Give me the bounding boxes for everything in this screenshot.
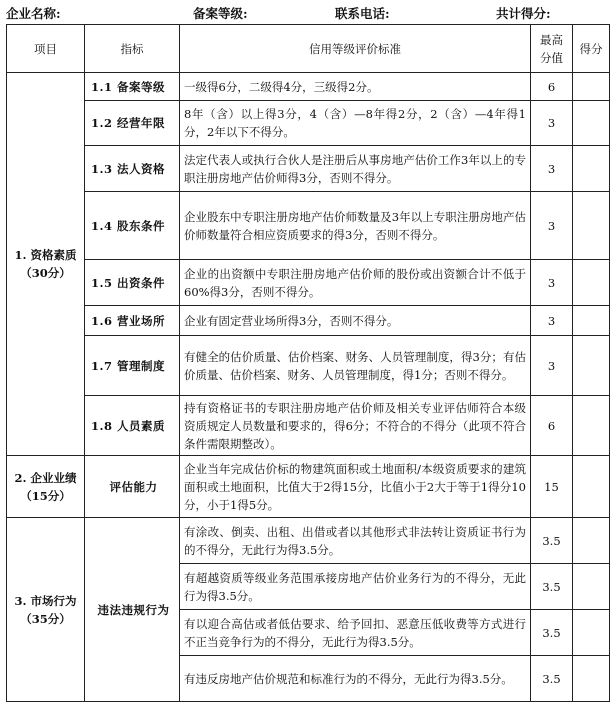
indicator-cell: 评估能力 bbox=[85, 456, 180, 518]
max-score-cell: 6 bbox=[531, 396, 573, 456]
max-score-cell: 3.5 bbox=[531, 656, 573, 702]
form-header bbox=[0, 0, 613, 24]
table-row bbox=[7, 518, 610, 564]
score-input-cell[interactable] bbox=[573, 192, 610, 260]
table-row bbox=[7, 101, 610, 146]
table-row bbox=[7, 456, 610, 518]
table-header-row bbox=[7, 25, 610, 73]
credit-rating-table bbox=[6, 24, 610, 702]
max-score-cell: 15 bbox=[531, 456, 573, 518]
score-input-cell[interactable] bbox=[573, 656, 610, 702]
indicator-cell: 违法违规行为 bbox=[85, 518, 180, 702]
column-header-project: 项目 bbox=[7, 25, 85, 73]
score-input-cell[interactable] bbox=[573, 260, 610, 306]
table-row bbox=[7, 73, 610, 101]
criteria-cell: 企业当年完成估价标的物建筑面积或土地面积/本级资质要求的建筑面积或土地面积，比值大于2得15分，比值小于2大于等于1得分10分，小于1得5分。 bbox=[180, 456, 531, 518]
indicator-cell: 1.8 人员素质 bbox=[85, 396, 180, 456]
max-score-cell: 3 bbox=[531, 146, 573, 192]
criteria-cell: 有以迎合高估或者低估要求、给予回扣、恶意压低收费等方式进行不正当竞争行为的不得分，无此行为得3.5分。 bbox=[180, 610, 531, 656]
table-row bbox=[7, 306, 610, 336]
indicator-cell: 1.6 营业场所 bbox=[85, 306, 180, 336]
indicator-cell: 1.2 经营年限 bbox=[85, 101, 180, 146]
score-input-cell[interactable] bbox=[573, 306, 610, 336]
table-row bbox=[7, 260, 610, 306]
criteria-cell: 持有资格证书的专职注册房地产估价师及相关专业评估师符合本级资质规定人员数量和要求的，得6分；不符合的不得分（此项不符合条件需限期整改）。 bbox=[180, 396, 531, 456]
score-input-cell[interactable] bbox=[573, 336, 610, 396]
score-input-cell[interactable] bbox=[573, 73, 610, 101]
score-input-cell[interactable] bbox=[573, 146, 610, 192]
criteria-cell: 有违反房地产估价规范和标准行为的不得分，无此行为得3.5分。 bbox=[180, 656, 531, 702]
max-score-cell: 3 bbox=[531, 101, 573, 146]
table-row bbox=[7, 192, 610, 260]
indicator-cell: 1.5 出资条件 bbox=[85, 260, 180, 306]
score-input-cell[interactable] bbox=[573, 564, 610, 610]
table-row bbox=[7, 336, 610, 396]
criteria-cell: 一级得6分，二级得4分，三级得2分。 bbox=[180, 73, 531, 101]
column-header-score: 得分 bbox=[573, 25, 610, 73]
indicator-cell: 1.4 股东条件 bbox=[85, 192, 180, 260]
table-row bbox=[7, 146, 610, 192]
score-input-cell[interactable] bbox=[573, 610, 610, 656]
score-input-cell[interactable] bbox=[573, 396, 610, 456]
column-header-criteria: 信用等级评价标准 bbox=[180, 25, 531, 73]
criteria-cell: 企业有固定营业场所得3分，否则不得分。 bbox=[180, 306, 531, 336]
score-input-cell[interactable] bbox=[573, 518, 610, 564]
company-name-label: 企业名称: bbox=[6, 6, 61, 21]
total-score-label: 共计得分: bbox=[496, 6, 551, 21]
criteria-cell: 8年（含）以上得3分，4（含）—8年得2分，2（含）—4年得1分，2年以下不得分。 bbox=[180, 101, 531, 146]
criteria-cell: 企业股东中专职注册房地产估价师数量及3年以上专职注册房地产估价师数量符合相应资质要求的得3分，否则不得分。 bbox=[180, 192, 531, 260]
max-score-cell: 3 bbox=[531, 192, 573, 260]
section-qualification: 1. 资格素质 （30分） bbox=[7, 73, 85, 456]
filing-grade-label: 备案等级: bbox=[193, 6, 248, 21]
criteria-cell: 企业的出资额中专职注册房地产估价师的股份或出资额合计不低于60%得3分，否则不得分。 bbox=[180, 260, 531, 306]
indicator-cell: 1.1 备案等级 bbox=[85, 73, 180, 101]
score-input-cell[interactable] bbox=[573, 101, 610, 146]
phone-label: 联系电话: bbox=[335, 6, 390, 21]
max-score-cell: 3 bbox=[531, 260, 573, 306]
criteria-cell: 法定代表人或执行合伙人是注册后从事房地产估价工作3年以上的专职注册房地产估价师得3分，否则不得分。 bbox=[180, 146, 531, 192]
section-market-behavior: 3. 市场行为 （35分） bbox=[7, 518, 85, 702]
criteria-cell: 有健全的估价质量、估价档案、财务、人员管理制度，得3分；有估价质量、估价档案、财务、人员管理制度，得1分；否则不得分。 bbox=[180, 336, 531, 396]
indicator-cell: 1.3 法人资格 bbox=[85, 146, 180, 192]
max-score-cell: 6 bbox=[531, 73, 573, 101]
max-score-cell: 3.5 bbox=[531, 564, 573, 610]
score-input-cell[interactable] bbox=[573, 456, 610, 518]
max-score-cell: 3.5 bbox=[531, 610, 573, 656]
max-score-cell: 3.5 bbox=[531, 518, 573, 564]
column-header-max-score: 最高 分值 bbox=[531, 25, 573, 73]
indicator-cell: 1.7 管理制度 bbox=[85, 336, 180, 396]
criteria-cell: 有涂改、倒卖、出租、出借或者以其他形式非法转让资质证书行为的不得分，无此行为得3.5分。 bbox=[180, 518, 531, 564]
max-score-cell: 3 bbox=[531, 306, 573, 336]
table-row bbox=[7, 396, 610, 456]
section-performance: 2. 企业业绩 （15分） bbox=[7, 456, 85, 518]
column-header-indicator: 指标 bbox=[85, 25, 180, 73]
max-score-cell: 3 bbox=[531, 336, 573, 396]
criteria-cell: 有超越资质等级业务范围承接房地产估价业务行为的不得分，无此行为得3.5分。 bbox=[180, 564, 531, 610]
